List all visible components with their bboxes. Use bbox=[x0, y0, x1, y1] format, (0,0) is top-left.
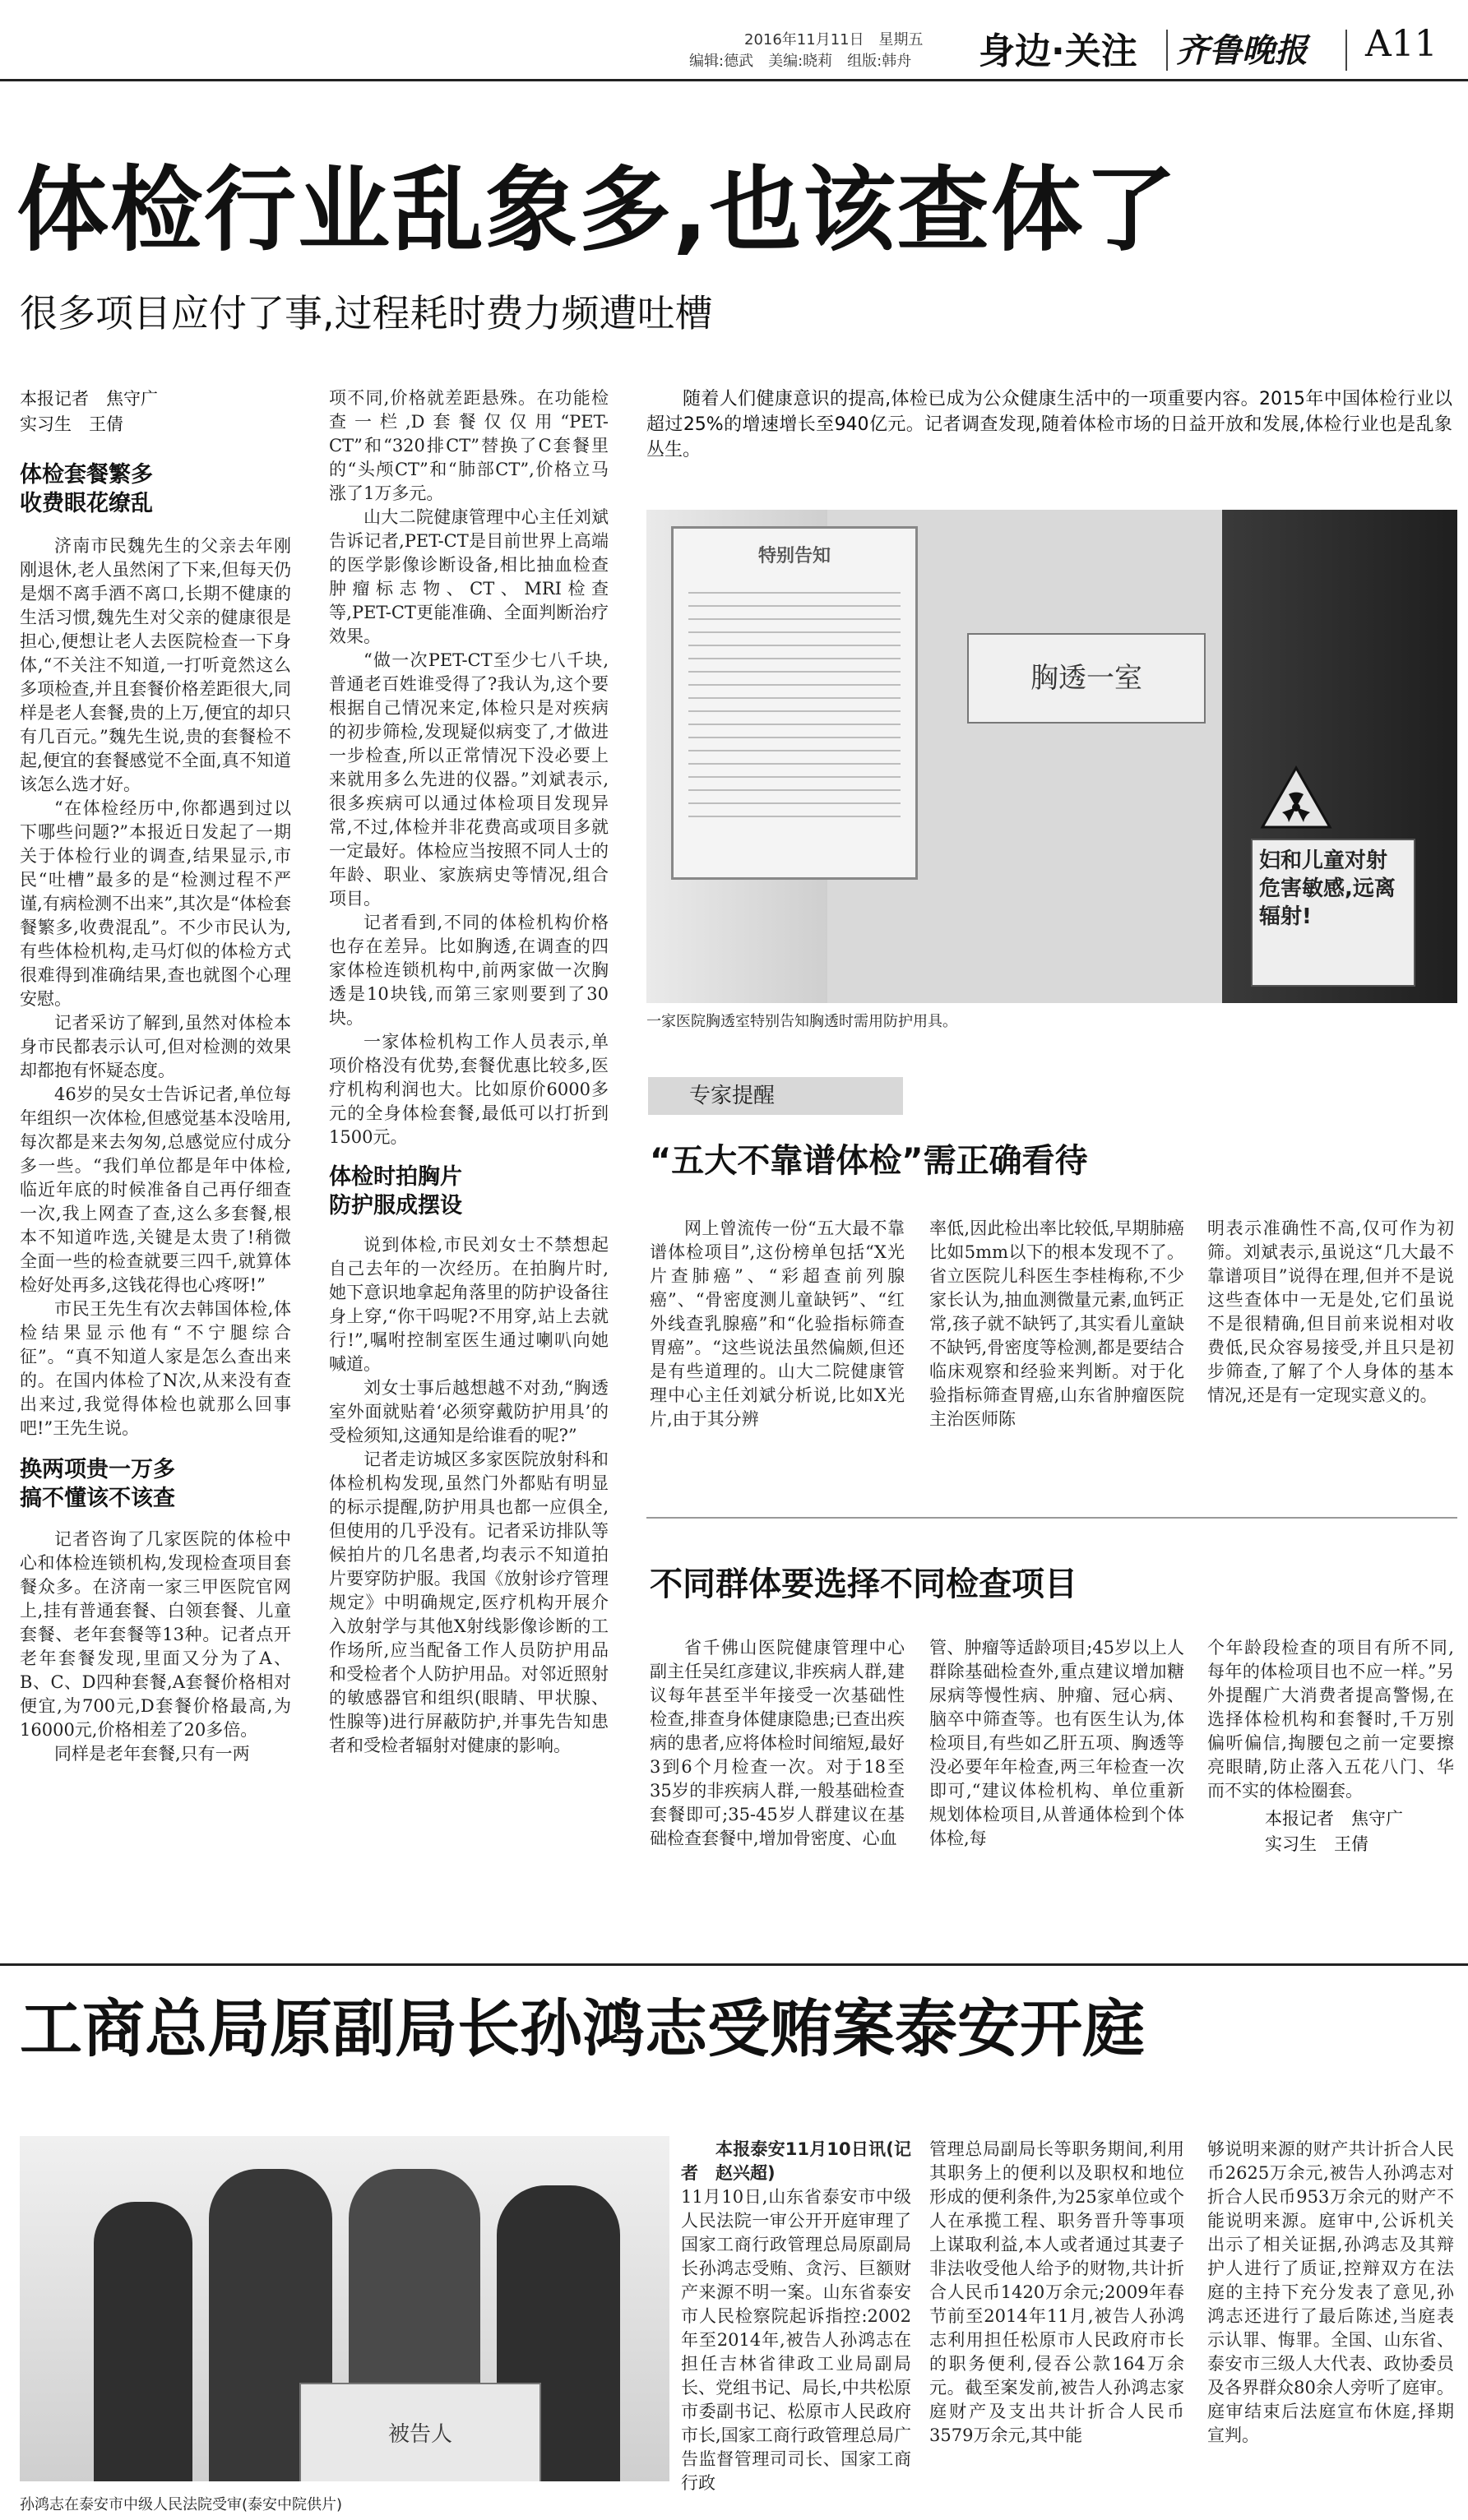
xray-room-photo bbox=[646, 510, 1457, 1003]
warning-poster bbox=[1251, 839, 1415, 987]
notice-title: 特别告知 bbox=[757, 546, 831, 566]
section-title-3b: 防护服成摆设 bbox=[329, 1193, 462, 1218]
paragraph: 明表示准确性不高,仅可作为初筛。刘斌表示,虽说这“几大最不靠谱项目”说得在理,但并不是说这些查体中一无是处,它们虽说不是很精确,但目前来说相对收费低,民众容易接受,并且只是初步筛查,了解了个人身体的基本情况,还是有一定现实意义的。 bbox=[1207, 1218, 1454, 1405]
byline-intern: 实习生 王倩 bbox=[20, 414, 123, 434]
expert-divider bbox=[646, 1517, 1457, 1519]
headline-2: 工商总局原副局长孙鸿志受贿案泰安开庭 bbox=[20, 1992, 1145, 2065]
column-2-body-b bbox=[329, 1233, 609, 1758]
police-officer bbox=[94, 2202, 192, 2481]
paragraph: 11月10日,山东省泰安市中级人民法院一审公开开庭审理了国家工商行政管理总局原副局长孙鸿志受贿、贪污、巨额财产来源不明一案。山东省泰安市人民检察院起诉指控:2002年至2014年,被告人孙鸿志在担任吉林省律政工业局副局长、党组书记、局长,中共松原市委副书记、松原市人民政府市长,国家工商行政管理总局广告监督管理司司长、国家工商行政 bbox=[681, 2187, 911, 2493]
paragraph: “在体检经历中,你都遇到过以下哪些问题?”本报近日发起了一期关于体检行业的调查,结果显示,市民“吐槽”最多的是“检测过程不严谨,有病检测不出来”,其次是“体检套餐繁多,收费混乱”。不少市民认为,有些体检机构,走马灯似的体检方式很难得到准确结果,查也就图个心理安慰。 bbox=[20, 798, 291, 1009]
paragraph: 同样是老年套餐,只有一两 bbox=[54, 1744, 250, 1764]
paragraph: 项不同,价格就差距悬殊。在功能检查一栏,D套餐仅仅用“PET-CT”和“320排CT”替换了C套餐里的“头颅CT”和“肺部CT”,价格立马涨了1万多元。 bbox=[329, 388, 609, 503]
paper-logo: 齐鲁晚报 bbox=[1176, 31, 1308, 70]
column-2-body bbox=[329, 386, 609, 1149]
date: 2016年11月11日 bbox=[744, 31, 864, 49]
dock bbox=[299, 2383, 541, 2481]
paragraph: 一家体检机构工作人员表示,单项价格没有优势,套餐优惠比较多,医疗机构利润也大。比如原价6000多元的全身体检套餐,最低可以打折到1500元。 bbox=[329, 1032, 609, 1147]
groups-col-2 bbox=[929, 1636, 1184, 1851]
paragraph: 市民王先生有次去韩国体检,体检结果显示他有“不宁腿综合征”。“真不知道人家是怎么查出来的。在国内体检了N次,从来没有查出来过,我觉得体检也就那么回事吧!”王先生说。 bbox=[20, 1299, 291, 1438]
header-rule bbox=[0, 79, 1468, 81]
dateline: 本报泰安11月10日讯(记者 赵兴超) bbox=[681, 2139, 911, 2183]
paragraph: 46岁的吴女士告诉记者,单位每年组织一次体检,但感觉基本没啥用,每次都是来去匆匆,总感觉应付成分多一些。“我们单位都是年中体检,临近年底的时候准备自己再仔细查一次,我上网查了查,这么多套餐,根本不知道咋选,关键是太贵了!稍微全面一些的检查就要三四千,就算体检好处再多,这钱花得也心疼呀!” bbox=[20, 1084, 291, 1295]
paragraph: 记者咨询了几家医院的体检中心和体检连锁机构,发现检查项目套餐众多。在济南一家三甲医院官网上,挂有普通套餐、白领套餐、儿童套餐、老年套餐等13种。记者点开老年套餐发现,里面又分为了A、B、C、D四种套餐,A套餐价格相对便宜,为700元,D套餐价格最高,为16000元,价格相差了20多倍。 bbox=[20, 1529, 291, 1740]
article2-col-1 bbox=[681, 2138, 911, 2495]
header-divider bbox=[1166, 30, 1168, 71]
paragraph: 率低,因此检出率比较低,早期肺癌比如5mm以下的根本发现不了。省立医院儿科医生李桂梅称,不少家长认为,抽血测微量元素,血钙正常,孩子就不缺钙了,其实看儿童缺不缺钙,骨密度等检测,都是要结合临床观察和经验来判断。对于化验指标筛查胃癌,山东省肿瘤医院主治医师陈 bbox=[929, 1218, 1184, 1429]
byline-reporter: 本报记者 焦守广 bbox=[20, 389, 158, 409]
paragraph: 山大二院健康管理中心主任刘斌告诉记者,PET-CT是目前世界上高端的医学影像诊断设备,相比抽血检查肿瘤标志物、CT、MRI检查等,PET-CT更能准确、全面判断治疗效果。 bbox=[329, 507, 609, 646]
paragraph: “做一次PET-CT至少七八千块,普通老百姓谁受得了?我认为,这个要根据自己情况来定,体检只是对疾病的初步筛检,发现疑似病变了,才做进一步检查,所以正常情况下没必要上来就用多么先进的仪器。”刘斌表示,很多疾病可以通过体检项目发现异常,不过,体检并非花费高或项目多就一定最好。体检应当按照不同人士的年龄、职业、家族病史等情况,组合项目。 bbox=[329, 650, 609, 909]
paragraph: 济南市民魏先生的父亲去年刚刚退休,老人虽然闲了下来,但每天仍是烟不离手酒不离口,长期不健康的生活习惯,魏先生对父亲的健康很是担心,便想让老人去医院检查一下身体,“不关注不知道,一打听竟然这么多项检查,并且套餐价格差距很大,同样是老人套餐,贵的上万,便宜的却只有几百元。”魏先生说,贵的套餐检不起,便宜的套餐感觉不全面,真不知道该怎么选才好。 bbox=[20, 536, 291, 794]
paragraph: 够说明来源的财产共计折合人民币2625万余元,被告人孙鸿志对折合人民币953万余元的财产不能说明来源。庭审中,公诉机关出示了相关证据,孙鸿志及其辩护人进行了质证,控辩双方在法庭的主持下充分发表了意见,孙鸿志还进行了最后陈述,当庭表示认罪、悔罪。全国、山东省、泰安市三级人大代表、政协委员及各界群众80余人旁听了庭审。庭审结束后法庭宣布休庭,择期宣判。 bbox=[1207, 2139, 1454, 2445]
paragraph: 管、肿瘤等适龄项目;45岁以上人群除基础检查外,重点建议增加糖尿病等慢性病、肿瘤、冠心病、脑卒中筛查等。也有医生认为,体检项目,有些如乙肝五项、胸透等没必要年年检查,两三年检查一次即可,“建议体检机构、单位重新规划体检项目,从普通体检到个体体检,每 bbox=[929, 1638, 1184, 1848]
section-title-2b: 搞不懂该不该查 bbox=[20, 1486, 175, 1511]
weekday: 星期五 bbox=[878, 31, 924, 49]
radiation-warning-icon bbox=[1259, 765, 1333, 830]
column-1 bbox=[20, 386, 291, 1766]
expert-tag: 专家提醒 bbox=[689, 1084, 776, 1108]
section-title: 身边·关注 bbox=[979, 30, 1137, 72]
column-2 bbox=[329, 386, 609, 1758]
groups-title: 不同群体要选择不同检查项目 bbox=[650, 1565, 1077, 1603]
groups-col-1 bbox=[650, 1636, 905, 1851]
dock-sign: 被告人 bbox=[387, 2422, 452, 2447]
headline: 体检行业乱象多,也该查体了 bbox=[16, 157, 1179, 264]
groups-byline-intern: 实习生 王倩 bbox=[1265, 1834, 1368, 1854]
issue-date bbox=[744, 28, 923, 49]
section-title-2a: 换两项贵一万多 bbox=[20, 1457, 175, 1482]
article2-col-2 bbox=[929, 2138, 1184, 2448]
paragraph: 省千佛山医院健康管理中心副主任吴红彦建议,非疾病人群,建议每年甚至半年接受一次基础性检查,排查身体健康隐患;已查出疾病的患者,应将体检时间缩短,最好3到6个月检查一次。对于18至35岁的非疾病人群,一般基础检查套餐即可;35-45岁人群建议在基础检查套餐中,增加骨密度、心血 bbox=[650, 1638, 905, 1848]
expert-title: “五大不靠谱体检”需正确看待 bbox=[650, 1142, 1088, 1180]
paragraph: 记者看到,不同的体检机构价格也存在差异。比如胸透,在调查的四家体检连锁机构中,前两家做一次胸透是10块钱,而第三家则要到了30块。 bbox=[329, 913, 609, 1028]
room-sign bbox=[967, 633, 1206, 724]
paragraph: 管理总局副局长等职务期间,利用其职务上的便利以及职权和地位形成的便利条件,为25家单位或个人在承揽工程、职务晋升等事项上谋取利益,本人或者通过其妻子非法收受他人给予的财物,共计折合人民币1420万余元;2009年春节前至2014年11月,被告人孙鸿志利用担任松原市人民政府市长的职务便利,侵吞公款164万余元。截至案发前,被告人孙鸿志家庭财产及支出共计折合人民币3579万余元,其中能 bbox=[929, 2139, 1184, 2445]
subheadline: 很多项目应付了事,过程耗时费力频遭吐槽 bbox=[20, 291, 713, 335]
lead-paragraph: 随着人们健康意识的提高,体检已成为公众健康生活中的一项重要内容。2015年中国体检行业以超过25%的增速增长至940亿元。记者调查发现,随着体检市场的日益开放和发展,体检行业也是乱象丛生。 bbox=[646, 389, 1452, 460]
groups-byline-reporter: 本报记者 焦守广 bbox=[1265, 1809, 1403, 1829]
paragraph: 个年龄段检查的项目有所不同,每年的体检项目也不应一样。”另外提醒广大消费者提高警惕,在选择体检机构和套餐时,千万别偏听偏信,掏腰包之前一定要擦亮眼睛,防止落入五花八门、华而不实的体检圈套。 bbox=[1207, 1638, 1454, 1801]
section-title-1a: 体检套餐繁多 bbox=[20, 462, 153, 488]
paragraph: 网上曾流传一份“五大最不靠谱体检项目”,这份榜单包括“X光片查肺癌”、“彩超查前列腺癌”、“骨密度测儿童缺钙”、“红外线查乳腺癌”和“化验指标筛查胃癌”。“这些说法虽然偏颇,但还是有些道理的。山大二院健康管理中心主任刘斌分析说,比如X光片,由于其分辨 bbox=[650, 1218, 905, 1429]
paragraph: 说到体检,市民刘女士不禁想起自己去年的一次经历。在拍胸片时,她下意识地拿起角落里的防护设备往身上穿,“你干吗呢?不用穿,站上去就行!”,嘱咐控制室医生通过喇叭向她喊道。 bbox=[329, 1235, 609, 1374]
notice-text-lines bbox=[688, 580, 901, 827]
room-sign-text: 胸透一室 bbox=[1030, 662, 1142, 695]
court-photo bbox=[20, 2136, 669, 2481]
warning-poster-text: 妇和儿童对射危害敏感,远离辐射! bbox=[1259, 848, 1396, 929]
photo-caption: 一家医院胸透室特别告知胸透时需用防护用具。 bbox=[646, 1013, 957, 1030]
paragraph: 记者走访城区多家医院放射科和体检机构发现,虽然门外都贴有明显的标示提醒,防护用具也都一应俱全,但使用的几乎没有。记者采访排队等候拍片的几名患者,均表示不知道拍片要穿防护服。我国《放射诊疗管理规定》中明确规定,医疗机构开展介入放射学与其他X射线影像诊断的工作场所,应当配备工作人员防护用品和受检者个人防护用品。对邻近照射的敏感器官和组织(眼睛、甲状腺、性腺等)进行屏蔽防护,并事先告知患者和受检者辐射对健康的影响。 bbox=[329, 1450, 609, 1755]
section-rule bbox=[0, 1963, 1468, 1966]
header-divider-2 bbox=[1345, 30, 1347, 71]
section-title-3a: 体检时拍胸片 bbox=[329, 1164, 462, 1190]
expert-col-2 bbox=[929, 1217, 1184, 1431]
groups-col-3 bbox=[1207, 1636, 1454, 1857]
page-number: A11 bbox=[1365, 23, 1438, 65]
expert-col-3 bbox=[1207, 1217, 1454, 1408]
expert-col-1 bbox=[650, 1217, 905, 1431]
paragraph: 记者采访了解到,虽然对体检本身市民都表示认可,但对检测的效果却都抱有怀疑态度。 bbox=[20, 1013, 291, 1080]
expert-tag-bar bbox=[648, 1077, 903, 1115]
column-1-body-b bbox=[20, 1528, 291, 1766]
photo-caption-2: 孙鸿志在泰安市中级人民法院受审(泰安中院供片) bbox=[20, 2496, 343, 2513]
article2-col-3 bbox=[1207, 2138, 1454, 2448]
paragraph: 刘女士事后越想越不对劲,“胸透室外面就贴着‘必须穿戴防护用具’的受检须知,这通知是给谁看的呢?” bbox=[329, 1378, 609, 1445]
notice-board bbox=[671, 526, 918, 880]
column-1-body bbox=[20, 534, 291, 1440]
editors-line: 编辑:德武 美编:晓莉 组版:韩舟 bbox=[689, 53, 912, 70]
section-title-1b: 收费眼花缭乱 bbox=[20, 491, 153, 516]
